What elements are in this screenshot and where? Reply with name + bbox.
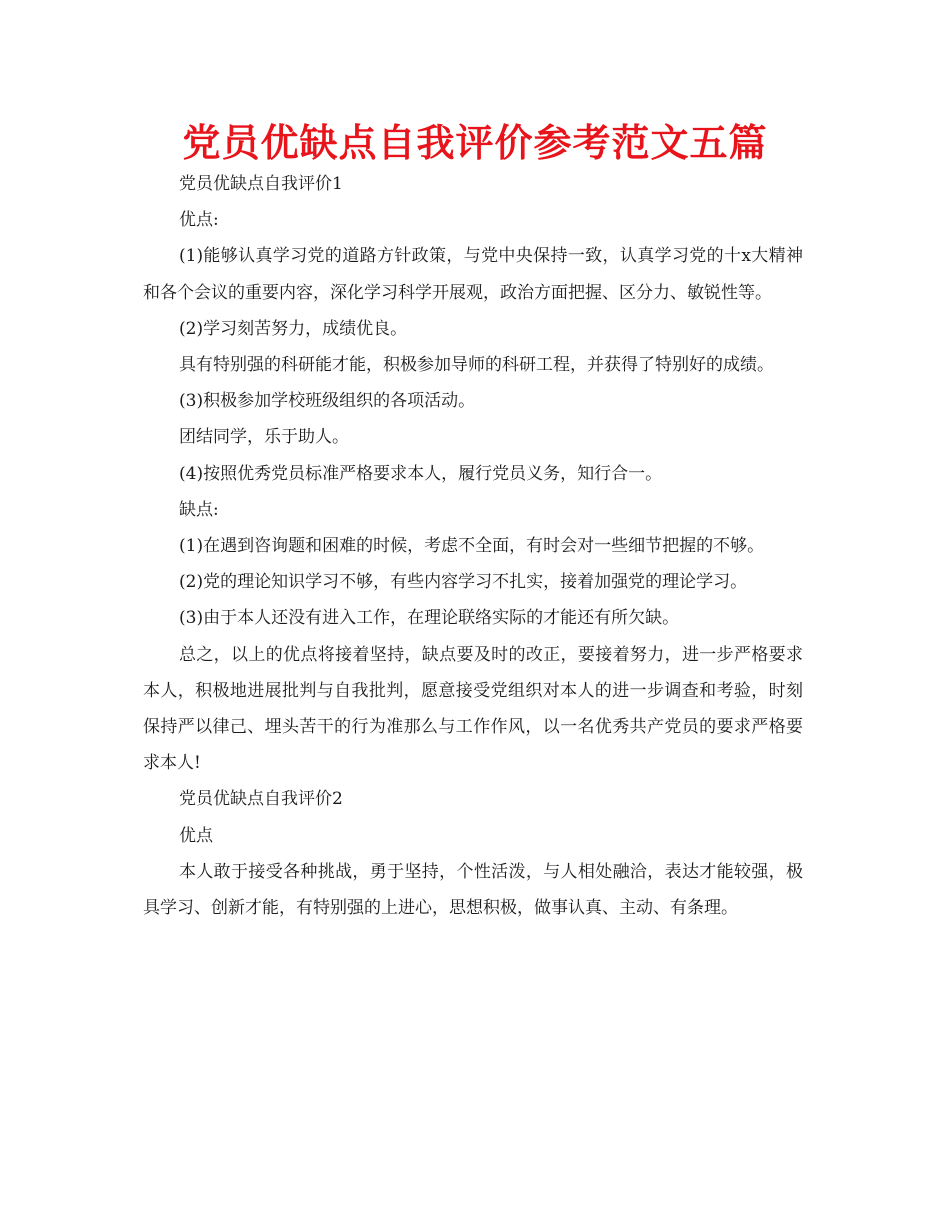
paragraph: 具有特别强的科研能才能，积极参加导师的科研工程，并获得了特别好的成绩。 — [179, 355, 774, 376]
document-title: 党员优缺点自我评价参考范文五篇 — [182, 121, 768, 165]
paragraph: 团结同学，乐于助人。 — [179, 427, 349, 448]
paragraph: (1)能够认真学习党的道路方针政策，与党中央保持一致，认真学习党的十x大精神和各个会议的重要内容，深化学习科学开展观，政治方面把握、区分力、敏锐性等。 — [143, 246, 803, 303]
paragraph: (3)积极参加学校班级组织的各项活动。 — [179, 391, 476, 412]
document-body — [143, 166, 803, 926]
strengths-label: 优点 — [179, 825, 213, 846]
paragraph: (1)在遇到咨询题和困难的时候，考虑不全面，有时会对一些细节把握的不够。 — [179, 536, 765, 557]
paragraph: (2)学习刻苦努力，成绩优良。 — [179, 318, 408, 339]
paragraph: (2)党的理论知识学习不够，有些内容学习不扎实，接着加强党的理论学习。 — [179, 572, 748, 593]
section-heading-2: 党员优缺点自我评价2 — [179, 789, 343, 810]
strengths-label: 优点: — [179, 210, 219, 231]
paragraph: (3)由于本人还没有进入工作，在理论联络实际的才能还有所欠缺。 — [179, 608, 680, 629]
weaknesses-label: 缺点: — [179, 499, 219, 520]
section-heading-1: 党员优缺点自我评价1 — [179, 174, 343, 194]
summary-paragraph: 总之，以上的优点将接着坚持，缺点要及时的改正，要接着努力，进一步严格要求本人，积极地进展批判与自我批判，愿意接受党组织对本人的进一步调查和考验，时刻保持严以律己、埋头苦干的行为准那么与工作作风，以一名优秀共产党员的要求严格要求本人! — [143, 644, 803, 774]
paragraph: (4)按照优秀党员标准严格要求本人，履行党员义务，知行合一。 — [179, 463, 663, 484]
paragraph: 本人敢于接受各种挑战，勇于坚持，个性活泼，与人相处融洽，表达才能较强，极具学习、创新才能，有特别强的上进心，思想积极，做事认真、主动、有条理。 — [143, 861, 803, 919]
